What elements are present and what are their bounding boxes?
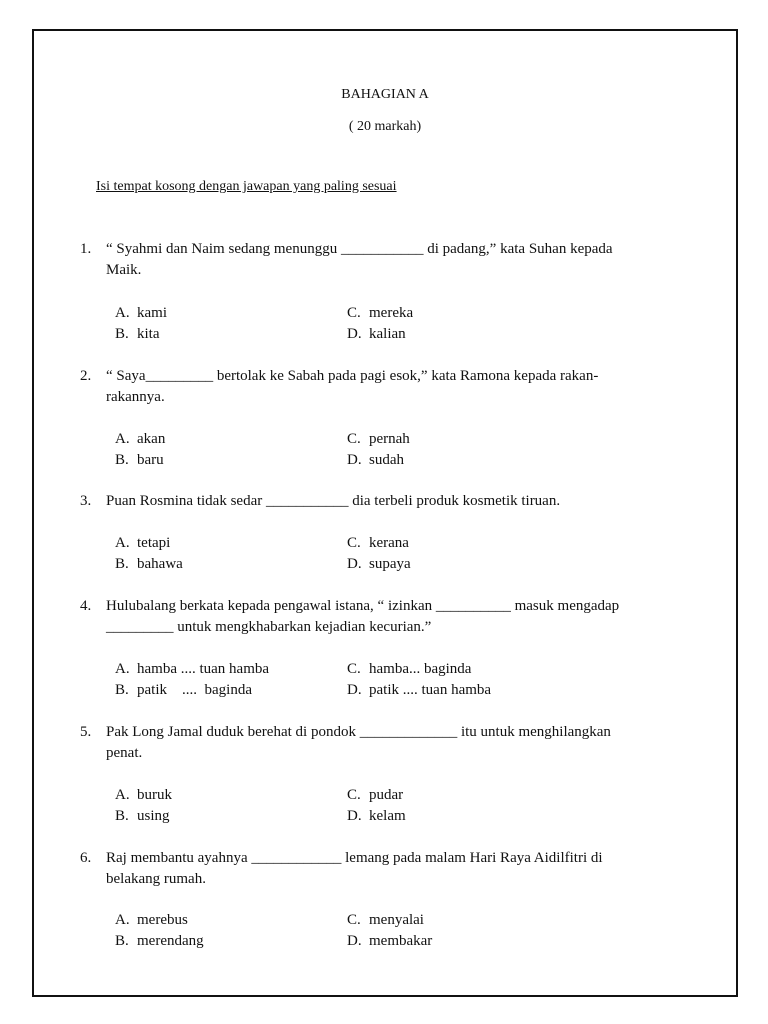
option-letter: D. — [347, 326, 362, 342]
option-b[interactable] — [115, 324, 160, 345]
option-text: merendang — [137, 933, 204, 949]
option-text: patik .... baginda — [137, 682, 252, 698]
option-c[interactable] — [347, 533, 409, 554]
option-a[interactable] — [115, 785, 172, 806]
option-letter: C. — [347, 912, 361, 928]
option-a[interactable] — [115, 303, 167, 324]
option-letter: B. — [115, 326, 129, 342]
option-letter: B. — [115, 682, 129, 698]
section-marks: ( 20 markah) — [348, 119, 422, 134]
option-letter: A. — [115, 535, 130, 551]
option-letter: D. — [347, 933, 362, 949]
option-letter: D. — [347, 452, 362, 468]
option-letter: C. — [347, 661, 361, 677]
option-letter: A. — [115, 305, 130, 321]
option-d[interactable] — [347, 806, 406, 827]
option-a[interactable] — [115, 429, 165, 450]
option-letter: C. — [347, 431, 361, 447]
option-b[interactable] — [115, 450, 164, 471]
option-c[interactable] — [347, 303, 413, 324]
option-letter: C. — [347, 535, 361, 551]
option-text: kerana — [369, 535, 409, 551]
option-a[interactable] — [115, 533, 170, 554]
option-text: kami — [137, 305, 167, 321]
option-d[interactable] — [347, 324, 406, 345]
question-6 — [80, 848, 640, 890]
option-c[interactable] — [347, 429, 410, 450]
question-text: Pak Long Jamal duduk berehat di pondok _____________ itu untuk menghilangkan penat. — [106, 724, 611, 761]
option-b[interactable] — [115, 554, 183, 575]
instruction: Isi tempat kosong dengan jawapan yang paling sesuai — [96, 179, 397, 194]
option-letter: C. — [347, 305, 361, 321]
option-a[interactable] — [115, 910, 188, 931]
option-letter: D. — [347, 682, 362, 698]
question-number: 2. — [80, 368, 92, 384]
option-letter: B. — [115, 452, 129, 468]
option-letter: C. — [347, 787, 361, 803]
option-letter: B. — [115, 808, 129, 824]
option-text: using — [137, 808, 170, 824]
question-number: 5. — [80, 724, 92, 740]
option-text: patik .... tuan hamba — [369, 682, 492, 698]
option-text: buruk — [137, 787, 172, 803]
option-b[interactable] — [115, 806, 170, 827]
question-number: 1. — [80, 241, 92, 257]
option-text: bahawa — [137, 556, 183, 572]
option-letter: A. — [115, 787, 130, 803]
question-text: Raj membantu ayahnya ____________ lemang pada malam Hari Raya Aidilfitri di belakang rumah. — [106, 850, 603, 887]
option-text: menyalai — [369, 912, 424, 928]
option-c[interactable] — [347, 910, 424, 931]
question-text: “ Syahmi dan Naim sedang menunggu ___________ di padang,” kata Suhan kepada Maik. — [106, 241, 613, 278]
option-c[interactable] — [347, 785, 403, 806]
question-4 — [80, 596, 640, 638]
option-b[interactable] — [115, 680, 252, 701]
question-3 — [80, 491, 640, 512]
question-text: “ Saya_________ bertolak ke Sabah pada pagi esok,” kata Ramona kepada rakan-rakannya. — [106, 368, 599, 405]
option-b[interactable] — [115, 931, 204, 952]
option-letter: A. — [115, 431, 130, 447]
option-text: kita — [137, 326, 160, 342]
section-title: BAHAGIAN A — [341, 87, 429, 102]
option-letter: D. — [347, 556, 362, 572]
option-c[interactable] — [347, 659, 471, 680]
option-letter: A. — [115, 912, 130, 928]
option-a[interactable] — [115, 659, 269, 680]
option-d[interactable] — [347, 554, 411, 575]
option-letter: B. — [115, 933, 129, 949]
question-number: 6. — [80, 850, 92, 866]
option-text: sudah — [369, 452, 404, 468]
question-1 — [80, 239, 640, 281]
option-text: hamba .... tuan hamba — [137, 661, 270, 677]
option-text: tetapi — [137, 535, 171, 551]
question-5 — [80, 722, 640, 764]
question-2 — [80, 366, 640, 408]
option-text: kelam — [369, 808, 406, 824]
option-text: pudar — [369, 787, 404, 803]
option-text: membakar — [369, 933, 433, 949]
option-text: pernah — [369, 431, 410, 447]
option-text: baru — [137, 452, 164, 468]
question-number: 4. — [80, 598, 92, 614]
option-text: kalian — [369, 326, 406, 342]
option-text: supaya — [369, 556, 411, 572]
option-text: akan — [137, 431, 166, 447]
option-letter: D. — [347, 808, 362, 824]
question-number: 3. — [80, 493, 92, 509]
option-d[interactable] — [347, 931, 432, 952]
option-d[interactable] — [347, 680, 491, 701]
question-text: Puan Rosmina tidak sedar ___________ dia terbeli produk kosmetik tiruan. — [106, 493, 561, 509]
option-d[interactable] — [347, 450, 404, 471]
option-text: hamba... baginda — [369, 661, 472, 677]
option-text: mereka — [369, 305, 414, 321]
option-text: merebus — [137, 912, 188, 928]
option-letter: B. — [115, 556, 129, 572]
option-letter: A. — [115, 661, 130, 677]
question-text: Hulubalang berkata kepada pengawal istana, “ izinkan __________ masuk mengadap _________ untuk mengkhabarkan kejadian kecurian.” — [106, 598, 620, 635]
